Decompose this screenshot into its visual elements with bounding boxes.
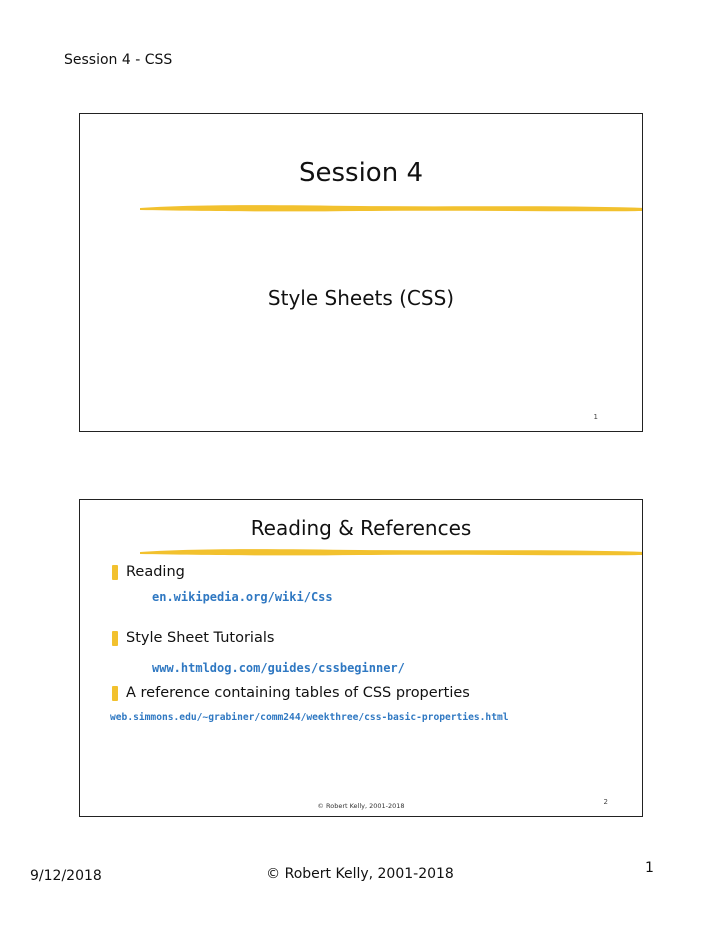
page-footer-copyright: © Robert Kelly, 2001-2018 [266, 866, 454, 882]
title-underline-stroke [140, 202, 643, 214]
bullet-item [112, 630, 274, 646]
bullet-label: A reference containing tables of CSS properties [126, 685, 470, 701]
slide-footer-copyright: © Robert Kelly, 2001-2018 [317, 802, 405, 810]
slide-number: 2 [603, 798, 608, 806]
slide-number: 1 [593, 413, 598, 421]
bullet-marker [112, 631, 118, 646]
reference-link[interactable]: www.htmldog.com/guides/cssbeginner/ [152, 661, 405, 675]
slide-subtitle: Style Sheets (CSS) [267, 286, 455, 310]
bullet-marker [112, 686, 118, 701]
bullet-label: Reading [126, 564, 185, 580]
bullet-label: Style Sheet Tutorials [126, 630, 275, 646]
slide-title: Session 4 [298, 158, 423, 188]
title-underline-stroke [140, 546, 643, 558]
page-number: 1 [645, 860, 654, 876]
reference-link[interactable]: en.wikipedia.org/wiki/Css [152, 590, 333, 604]
bullet-item [112, 564, 185, 580]
bullet-marker [112, 565, 118, 580]
page-header: Session 4 - CSS [64, 52, 173, 68]
slide-2 [79, 499, 643, 817]
slide-1 [79, 113, 643, 432]
slide-title: Reading & References [250, 516, 472, 540]
reference-link[interactable]: web.simmons.edu/~grabiner/comm244/weekthree/css-basic-properties.html [110, 712, 509, 723]
page-footer-date: 9/12/2018 [30, 868, 102, 884]
bullet-item [112, 685, 470, 701]
